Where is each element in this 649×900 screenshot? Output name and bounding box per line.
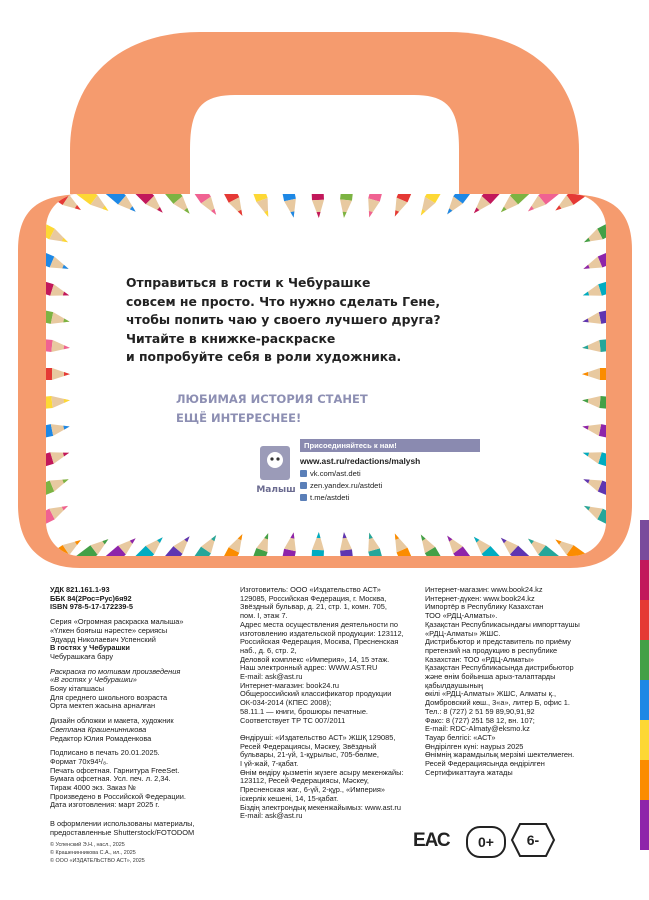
telegram-icon	[300, 494, 307, 501]
pencil	[581, 421, 606, 444]
imprint-line: Импортёр в Республику Казахстан	[425, 602, 544, 612]
imprint-line: Домбровский көш., 3«а», литер Б, офис 1.	[425, 698, 570, 708]
book-title: В гостях у Чебурашки	[50, 643, 130, 653]
edge-strip	[640, 760, 649, 800]
pencil	[276, 531, 299, 556]
pencil	[243, 194, 274, 219]
pencil	[416, 531, 456, 556]
pencil	[46, 241, 71, 274]
print-line: Тираж 4000 экз. Заказ №	[50, 783, 136, 793]
print-line: Печать офсетная. Гарнитура FreeSet.	[50, 765, 180, 775]
social-link-vk[interactable]: vk.com/ast.deti	[300, 469, 361, 478]
imprint-line: Деловой комплекс «Империя», 14, 15 этаж.	[240, 654, 390, 664]
edge-strip	[640, 800, 649, 850]
edge-strip	[640, 720, 649, 760]
designer-name: Светлана Крашенинникова	[50, 724, 147, 734]
edge-strip	[640, 560, 649, 600]
subtitle-line: Раскраска по мотивам произведения	[50, 666, 181, 676]
pencil	[389, 194, 423, 219]
age-rating-hexagon-label: 6-	[526, 832, 540, 848]
edge-strip	[640, 640, 649, 680]
pencil	[310, 532, 325, 556]
imprint-line: Интернет-магазин: www.book24.kz	[425, 585, 543, 594]
imprint-line: 123112, Ресей Федерациясы, Мәскеу,	[240, 776, 369, 786]
imprint-line: Российская Федерация, Москва, Пресненская	[240, 637, 399, 647]
pencil	[46, 421, 71, 444]
materials-note	[50, 820, 250, 837]
edge-strip	[640, 600, 649, 640]
imprint-line: Өндірілген күні: наурыз 2025	[425, 741, 524, 751]
promo-card	[46, 194, 606, 556]
imprint-line: Пресненская жаг., 6-үй, 2-құр., «Империя»	[240, 785, 386, 795]
materials-line: В оформлении использованы материалы,	[50, 819, 195, 828]
imprint-line: қабылдаушының	[425, 680, 483, 690]
imprint-line: Адрес места осуществления деятельности по	[240, 619, 399, 629]
pencil	[338, 194, 357, 219]
imprint-line: I үй-жай, 7-қабат.	[240, 759, 299, 769]
pencil	[276, 194, 299, 219]
age-rating-badge: 0+	[466, 826, 506, 858]
social-link-telegram[interactable]: t.me/astdeti	[300, 493, 349, 502]
site-url[interactable]: www.ast.ru/redactions/malysh	[300, 456, 421, 466]
imprint-line: Тауар белгісі: «АСТ»	[425, 732, 496, 742]
imprint-line: «РДЦ-Алматы» ЖШС.	[425, 628, 501, 638]
logo-text: Малыш	[256, 485, 296, 495]
imprint-line: іскерлік кешені, 14, 15-қабат.	[240, 793, 339, 803]
pencil	[581, 394, 606, 412]
pencil	[389, 531, 423, 556]
pencil	[416, 194, 456, 219]
imprint-middle	[240, 586, 420, 821]
note-line: Бояу кітапшасы	[50, 684, 105, 694]
imprint-line: Тел.: 8 (727) 2 51 59 89,90,91,92	[425, 706, 535, 716]
pencil	[552, 535, 606, 556]
social-link-zen[interactable]: zen.yandex.ru/astdeti	[300, 481, 382, 490]
imprint-line: бульвары, 21-үй, 1-құрылыс, 705-бөлме,	[240, 750, 379, 760]
author: Эдуард Николаевич Успенский	[50, 634, 156, 644]
malysh-logo	[248, 442, 304, 498]
imprint-line: ОК-034-2014 (КПЕС 2008);	[240, 698, 332, 708]
edge-strip	[640, 680, 649, 720]
imprint-line: Ресей Федерациясында өндірілген	[425, 759, 545, 769]
imprint-line: Наш электронный адрес: WWW.AST.RU	[240, 663, 378, 673]
imprint-line: және өнім бойынша арыз-талаптарды	[425, 672, 556, 682]
book-title-kz: Чебурашкаға бару	[50, 651, 114, 661]
imprint-line: E-mail: ask@ast.ru	[240, 672, 303, 682]
series-line: «Үлкен бояғыш нәресте» сериясы	[50, 625, 168, 635]
note-line: Орта мектеп жасына арналған	[50, 701, 156, 711]
imprint-line: 58.11.1 — книги, брошюры печатные.	[240, 706, 368, 716]
imprint-line: Ресей Федерациясы, Мәскеу, Звёздный	[240, 741, 377, 751]
edge-strip	[640, 520, 649, 560]
imprint-line: Соответствует ТР ТС 007/2011	[240, 715, 346, 725]
pencil	[338, 531, 357, 556]
pencil	[46, 447, 71, 475]
imprint-line: Казахстан: ТОО «РДЦ-Алматы»	[425, 654, 535, 664]
pencil	[243, 531, 274, 556]
design-credit: Дизайн обложки и макета, художник	[50, 716, 174, 726]
imprint-line: Интернет-магазин: book24.ru	[240, 680, 340, 690]
pencil	[363, 194, 390, 219]
imprint-line: Өнімнің жарамдылық мерзімі шектелмеген.	[425, 750, 575, 760]
pencil	[46, 272, 71, 301]
imprint-right	[425, 586, 635, 777]
pencil	[582, 368, 606, 380]
udk-code: УДК 821.161.1-93	[50, 585, 110, 594]
eac-mark: ЕАС	[413, 830, 450, 851]
imprint-line: Звёздный бульвар, д. 21, стр. 1, комн. 705,	[240, 602, 387, 612]
imprint-line: Өнім өндіру қызметін жүзеге асыру мекенжайы:	[240, 767, 404, 777]
imprint-line: Дистрибьютор и представитель по приёму	[425, 637, 571, 647]
imprint-line: Изготовитель: ООО «Издательство АСТ»	[240, 585, 381, 594]
pencil	[581, 447, 606, 475]
pencil	[210, 531, 248, 556]
print-line: Бумага офсетная. Усл. печ. л. 2,34.	[50, 774, 171, 784]
copyright-line: © Крашенинникова С.А., ил., 2025	[50, 850, 136, 857]
imprint-line: Қазақстан Республикасындағы импорттаушы	[425, 619, 580, 629]
zen-icon	[300, 482, 307, 489]
imprint-line: Өндіруші: «Издательство АСТ» ЖШҚ 129085,	[240, 732, 396, 742]
vk-icon	[300, 470, 307, 477]
pencil	[581, 474, 606, 507]
print-line: Подписано в печать 20.01.2025.	[50, 748, 160, 758]
print-line: Дата изготовления: март 2025 г.	[50, 800, 160, 810]
pencil	[46, 336, 71, 354]
series-line: Серия «Огромная раскраска малыша»	[50, 617, 184, 627]
pencil	[581, 304, 606, 328]
imprint-line: пом. I, этаж 7.	[240, 611, 288, 621]
pencil	[581, 501, 606, 538]
imprint-line: ТОО «РДЦ-Алматы».	[425, 611, 498, 621]
promo-text: Отправиться в гости к Чебурашке совсем не просто. Что нужно сделать Гене, чтобы попить чаю у своего лучшего друга? Читайте в книжке-раскраске и попробуйте себя в роли художника.	[126, 275, 441, 365]
subtitle-line: «В гостях у Чебурашки»	[50, 675, 137, 685]
pencil	[46, 394, 71, 412]
copyrights	[50, 841, 145, 866]
copyright-line: © ООО «ИЗДАТЕЛЬСТВО АСТ», 2025	[50, 858, 145, 865]
print-line: Формат 70x94¹/₈.	[50, 756, 109, 766]
imprint-line: 129085, Российская Федерация, г. Москва,	[240, 593, 387, 603]
imprint-line: Біздің электрондық мекенжайымыз: www.ast.ru	[240, 802, 401, 812]
isbn: ISBN 978-5-17-172239-5	[50, 602, 133, 612]
pencil	[310, 194, 325, 218]
pencil	[46, 210, 71, 247]
note-line: Для среднего школьного возраста	[50, 692, 168, 702]
materials-line: предоставленные Shutterstock/FOTODOM	[50, 827, 195, 837]
imprint-line: E-mail: ask@ast.ru	[240, 811, 303, 821]
pencil	[210, 194, 248, 219]
pencil	[581, 336, 606, 354]
editor-credit: Редактор Юлия Ромаденкова	[50, 733, 152, 743]
pencil	[46, 535, 84, 556]
imprint-line: Сертификаттауға жатады	[425, 767, 513, 777]
pencil	[581, 241, 606, 274]
imprint-left	[50, 586, 225, 810]
pencil	[363, 531, 390, 556]
pencil	[581, 210, 606, 247]
imprint-line: Факс: 8 (727) 251 58 12, вн. 107;	[425, 715, 535, 725]
pencil	[46, 501, 71, 538]
bbk-code: ББК 84(2Рос=Рус)6я92	[50, 593, 132, 603]
pencil	[552, 194, 606, 215]
pencil	[46, 194, 84, 215]
imprint-line: Общероссийский классификатор продукции	[240, 689, 392, 699]
imprint-line: претензий на продукцию в республике	[425, 645, 558, 655]
age-rating-hexagon	[510, 822, 556, 858]
imprint-line: өкілі «РДЦ-Алматы» ЖШС, Алматы қ.,	[425, 689, 557, 699]
tagline-line-2: ЕЩЁ ИНТЕРЕСНЕЕ!	[176, 411, 302, 425]
imprint-line: изготовлению издательской продукции: 123112,	[240, 628, 404, 638]
imprint-line: Қазақстан Республикасында дистрибьютор	[425, 663, 574, 673]
imprint-line: E-mail: RDC-Almaty@eksmo.kz	[425, 724, 530, 734]
print-line: Произведено в Российской Федерации.	[50, 791, 186, 801]
join-banner: Присоединяйтесь к нам!	[300, 439, 480, 452]
pencil	[46, 474, 71, 507]
imprint-line: Интернет-дүкен: www.book24.kz	[425, 593, 535, 603]
imprint-line: наб., д. 6, стр. 2,	[240, 645, 297, 655]
copyright-line: © Успенский Э.Н., насл., 2025	[50, 842, 125, 848]
tagline-line-1: ЛЮБИМАЯ ИСТОРИЯ СТАНЕТ	[176, 392, 368, 406]
tagline	[176, 390, 476, 428]
pencil	[46, 304, 71, 328]
pencil	[581, 272, 606, 301]
pencil	[46, 368, 70, 380]
